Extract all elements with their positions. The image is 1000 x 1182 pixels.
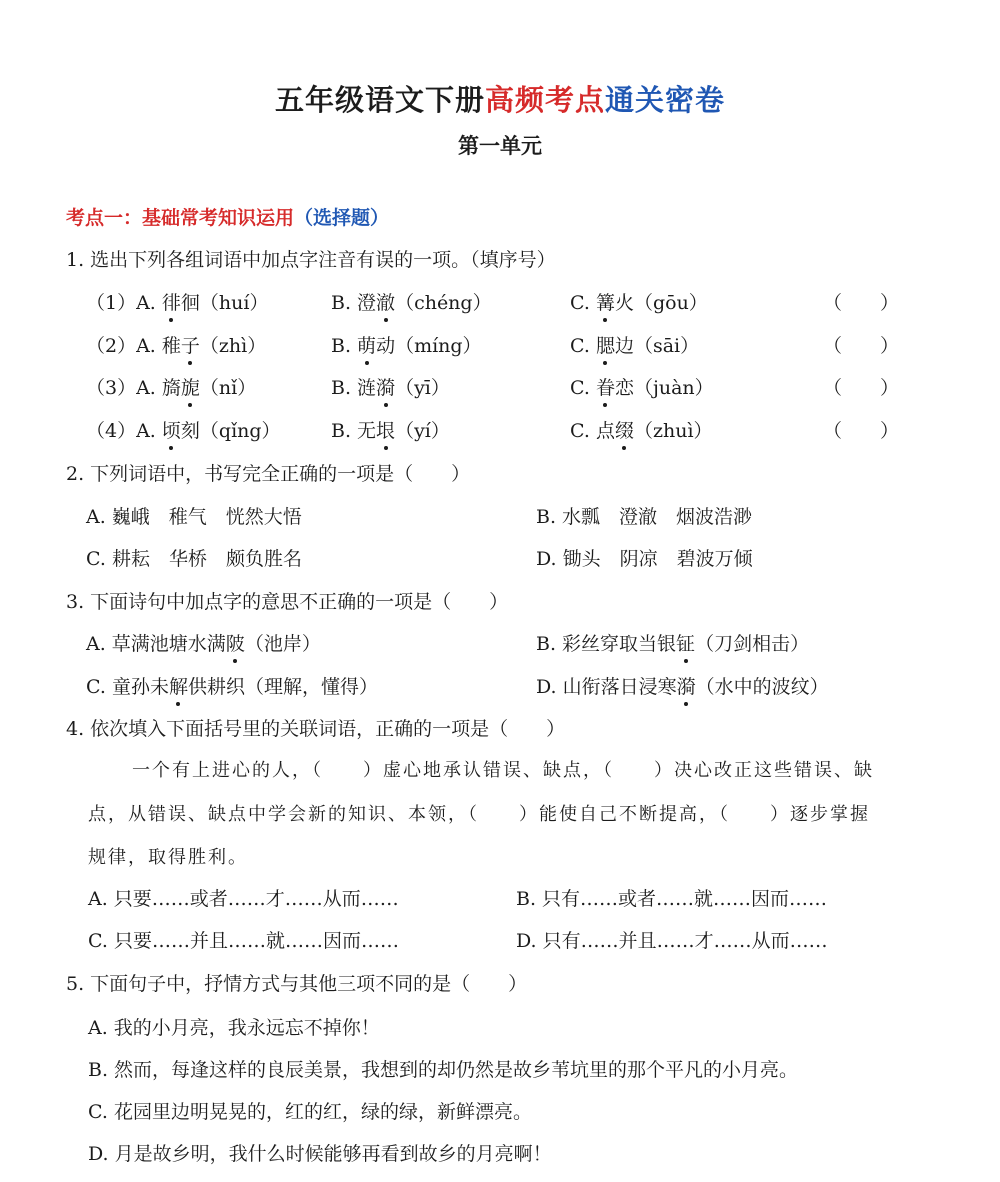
q4-passage-line2: 点，从错误、缺点中学会新的知识、本领，（ ）能使自己不断提高，（ ）逐步掌握 (88, 804, 870, 825)
dotted-char: 顷 (162, 416, 181, 443)
section-heading-type: （选择题） (294, 207, 390, 229)
dotted-char: 徘 (162, 288, 181, 315)
q1-row4-a: （4）A. 顷刻（qǐng） (86, 416, 281, 443)
q3-stem: 3. 下面诗句中加点字的意思不正确的一项是（ ） (66, 591, 509, 613)
q3-option-d: D. 山衔落日浸寒漪（水中的波纹） (536, 672, 829, 699)
dotted-char: 篝 (596, 288, 615, 315)
dotted-char: 垠 (376, 416, 395, 443)
q1-row1-c: C. 篝火（gōu） (570, 288, 708, 315)
q1-row4-c: C. 点缀（zhuì） (570, 416, 713, 443)
dotted-char: 澈 (376, 288, 395, 315)
dotted-char: 腮 (596, 331, 615, 358)
q1-row1-answer-blank[interactable]: （ ） (823, 292, 900, 314)
title-part-red: 高频考点 (484, 83, 605, 117)
q3-option-a: A. 草满池塘水满陂（池岸） (86, 629, 321, 656)
q1-row3-c: C. 眷恋（juàn） (570, 373, 714, 400)
q1-row2-b: B. 萌动（míng） (331, 331, 482, 358)
q5-option-c: C. 花园里边明晃晃的，红的红，绿的绿，新鲜漂亮。 (88, 1101, 532, 1123)
q4-option-c: C. 只要……并且……就……因而…… (88, 930, 399, 952)
q4-option-b: B. 只有……或者……就……因而…… (516, 888, 828, 910)
section-heading (66, 203, 389, 230)
q4-stem: 4. 依次填入下面括号里的关联词语，正确的一项是（ ） (66, 718, 566, 740)
q3-option-b: B. 彩丝穿取当银钲（刀剑相击） (536, 629, 809, 656)
q4-option-d: D. 只有……并且……才……从而…… (516, 930, 828, 952)
dotted-char: 子 (181, 331, 200, 358)
q2-stem: 2. 下列词语中，书写完全正确的一项是（ ） (66, 463, 471, 485)
title-part-blue: 通关密卷 (605, 83, 726, 117)
q4-passage-line1: 一个有上进心的人，（ ）虚心地承认错误、缺点，（ ）决心改正这些错误、缺 (132, 760, 874, 781)
dotted-char: 漪 (677, 672, 696, 699)
q1-stem: 1. 选出下列各组词语中加点字注音有误的一项。（填序号） (66, 249, 556, 271)
q2-option-c: C. 耕耘 华桥 颇负胜名 (86, 548, 302, 570)
dotted-char: 眷 (596, 373, 615, 400)
q1-row1-a: （1）A. 徘徊（huí） (86, 288, 268, 315)
q5-option-d: D. 月是故乡明，我什么时候能够再看到故乡的月亮啊！ (88, 1143, 552, 1165)
page-title (0, 78, 1000, 119)
dotted-char: 缀 (615, 416, 634, 443)
dotted-char: 漪 (376, 373, 395, 400)
q1-row3-a: （3）A. 旖旎（nǐ） (86, 373, 256, 400)
section-heading-main: 考点一：基础常考知识运用 (66, 207, 295, 229)
dotted-char: 解 (169, 672, 188, 699)
dotted-char: 萌 (357, 331, 376, 358)
q1-row2-a: （2）A. 稚子（zhì） (86, 331, 266, 358)
dotted-char: 旎 (181, 373, 200, 400)
q1-row1-b: B. 澄澈（chéng） (331, 288, 492, 315)
q1-row3-b: B. 涟漪（yī） (331, 373, 450, 400)
q1-row4-b: B. 无垠（yí） (331, 416, 450, 443)
q5-stem: 5. 下面句子中，抒情方式与其他三项不同的是（ ） (66, 973, 528, 995)
q1-row3-answer-blank[interactable]: （ ） (823, 377, 900, 399)
q1-row2-answer-blank[interactable]: （ ） (823, 335, 900, 357)
q1-row2-c: C. 腮边（sāi） (570, 331, 699, 358)
q5-option-b: B. 然而，每逢这样的良辰美景，我想到的却仍然是故乡苇坑里的那个平凡的小月亮。 (88, 1059, 799, 1081)
q2-option-d: D. 锄头 阴凉 碧波万倾 (536, 548, 753, 570)
q4-passage-line3: 规律，取得胜利。 (88, 847, 248, 868)
q5-option-a: A. 我的小月亮，我永远忘不掉你！ (88, 1017, 380, 1039)
unit-title: 第一单元 (458, 133, 542, 158)
q3-option-c: C. 童孙未解供耕织（理解，懂得） (86, 672, 378, 699)
q4-option-a: A. 只要……或者……才……从而…… (88, 888, 399, 910)
dotted-char: 钲 (676, 629, 695, 656)
dotted-char: 陂 (226, 629, 245, 656)
q1-row4-answer-blank[interactable]: （ ） (823, 420, 900, 442)
q2-option-b: B. 水瓢 澄澈 烟波浩渺 (536, 506, 753, 528)
q2-option-a: A. 巍峨 稚气 恍然大悟 (86, 506, 302, 528)
title-part-black: 五年级语文下册 (274, 83, 485, 117)
